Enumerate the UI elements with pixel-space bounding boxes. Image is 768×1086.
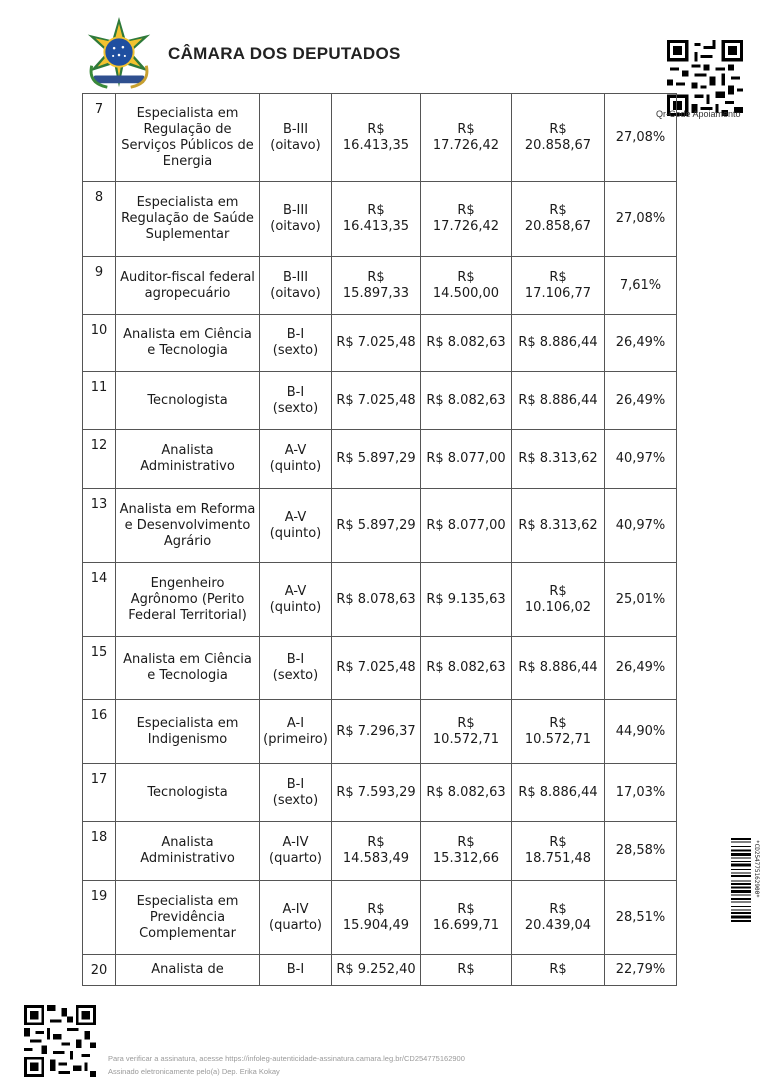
percentage: 7,61% <box>605 257 677 315</box>
value-2: R$ 16.699,71 <box>421 881 512 955</box>
row-number: 20 <box>83 955 116 986</box>
table-row <box>83 372 677 430</box>
value-2: R$ 10.572,71 <box>421 700 512 764</box>
job-title: Analista em Ciência e Tecnologia <box>116 315 260 372</box>
value-1: R$ 9.252,40 <box>332 955 421 986</box>
row-number: 14 <box>83 563 116 637</box>
row-number: 10 <box>83 315 116 372</box>
value-3: R$ <box>512 955 605 986</box>
value-2: R$ 9.135,63 <box>421 563 512 637</box>
level: A-IV (quarto) <box>260 881 332 955</box>
salary-table-body <box>83 94 677 986</box>
level: B-III (oitavo) <box>260 257 332 315</box>
table-row <box>83 489 677 563</box>
value-2: R$ 8.082,63 <box>421 372 512 430</box>
value-3: R$ 8.886,44 <box>512 372 605 430</box>
job-title: Especialista em Regulação de Serviços Públicos de Energia <box>116 94 260 182</box>
value-1: R$ 14.583,49 <box>332 822 421 881</box>
job-title: Analista em Reforma e Desenvolvimento Agrário <box>116 489 260 563</box>
value-3: R$ 20.858,67 <box>512 182 605 257</box>
row-number: 16 <box>83 700 116 764</box>
value-2: R$ 14.500,00 <box>421 257 512 315</box>
value-1: R$ 16.413,35 <box>332 94 421 182</box>
percentage: 26,49% <box>605 315 677 372</box>
value-2: R$ 8.082,63 <box>421 637 512 700</box>
job-title: Analista em Ciência e Tecnologia <box>116 637 260 700</box>
value-2: R$ 8.077,00 <box>421 489 512 563</box>
barcode-text: *CD254775162900* <box>753 840 760 898</box>
table-row <box>83 881 677 955</box>
level: B-I (sexto) <box>260 764 332 822</box>
percentage: 40,97% <box>605 430 677 489</box>
salary-table <box>82 93 677 986</box>
value-3: R$ 20.439,04 <box>512 881 605 955</box>
salary-table-wrapper <box>82 93 676 987</box>
percentage: 28,51% <box>605 881 677 955</box>
verification-text: Para verificar a assinatura, acesse https://infoleg-autenticidade-assinatura.camara.leg.br/CD254775162900 <box>108 1054 465 1063</box>
row-number: 15 <box>83 637 116 700</box>
row-number: 9 <box>83 257 116 315</box>
percentage: 26,49% <box>605 637 677 700</box>
percentage: 17,03% <box>605 764 677 822</box>
value-1: R$ 7.593,29 <box>332 764 421 822</box>
table-row <box>83 764 677 822</box>
level: A-V (quinto) <box>260 430 332 489</box>
value-1: R$ 7.025,48 <box>332 637 421 700</box>
value-3: R$ 10.106,02 <box>512 563 605 637</box>
job-title: Analista Administrativo <box>116 430 260 489</box>
value-1: R$ 5.897,29 <box>332 430 421 489</box>
row-number: 11 <box>83 372 116 430</box>
percentage: 27,08% <box>605 182 677 257</box>
level: B-I (sexto) <box>260 372 332 430</box>
table-row <box>83 955 677 986</box>
value-3: R$ 8.886,44 <box>512 764 605 822</box>
coat-of-arms-icon <box>80 15 158 93</box>
value-2: R$ 17.726,42 <box>421 182 512 257</box>
value-1: R$ 5.897,29 <box>332 489 421 563</box>
row-number: 13 <box>83 489 116 563</box>
qr-code-icon <box>667 40 743 116</box>
signature-text: Assinado eletronicamente pelo(a) Dep. Erika Kokay <box>108 1067 280 1076</box>
footer <box>108 1052 465 1078</box>
row-number: 19 <box>83 881 116 955</box>
percentage: 40,97% <box>605 489 677 563</box>
value-3: R$ 20.858,67 <box>512 94 605 182</box>
table-row <box>83 257 677 315</box>
level: B-I (sexto) <box>260 637 332 700</box>
qr-label: Qr-Code Apoiamento <box>656 109 741 119</box>
percentage: 25,01% <box>605 563 677 637</box>
value-1: R$ 7.025,48 <box>332 372 421 430</box>
row-number: 7 <box>83 94 116 182</box>
job-title: Especialista em Indigenismo <box>116 700 260 764</box>
job-title: Analista de <box>116 955 260 986</box>
value-3: R$ 8.886,44 <box>512 637 605 700</box>
qr-code-icon <box>24 1005 96 1077</box>
value-1: R$ 7.296,37 <box>332 700 421 764</box>
table-row <box>83 563 677 637</box>
value-2: R$ 15.312,66 <box>421 822 512 881</box>
job-title: Especialista em Regulação de Saúde Suplementar <box>116 182 260 257</box>
row-number: 12 <box>83 430 116 489</box>
level: A-V (quinto) <box>260 563 332 637</box>
percentage: 27,08% <box>605 94 677 182</box>
value-1: R$ 7.025,48 <box>332 315 421 372</box>
table-row <box>83 94 677 182</box>
row-number: 18 <box>83 822 116 881</box>
value-1: R$ 15.897,33 <box>332 257 421 315</box>
value-3: R$ 8.886,44 <box>512 315 605 372</box>
table-row <box>83 315 677 372</box>
level: B-III (oitavo) <box>260 94 332 182</box>
percentage: 22,79% <box>605 955 677 986</box>
table-row <box>83 637 677 700</box>
job-title: Engenheiro Agrônomo (Perito Federal Territorial) <box>116 563 260 637</box>
page-header <box>80 14 401 94</box>
value-2: R$ 8.082,63 <box>421 764 512 822</box>
value-2: R$ 8.082,63 <box>421 315 512 372</box>
row-number: 17 <box>83 764 116 822</box>
level: A-IV (quarto) <box>260 822 332 881</box>
job-title: Auditor-fiscal federal agropecuário <box>116 257 260 315</box>
level: B-III (oitavo) <box>260 182 332 257</box>
level: B-I (sexto) <box>260 315 332 372</box>
value-2: R$ 8.077,00 <box>421 430 512 489</box>
house-title: CÂMARA DOS DEPUTADOS <box>168 44 401 63</box>
value-3: R$ 18.751,48 <box>512 822 605 881</box>
percentage: 28,58% <box>605 822 677 881</box>
value-1: R$ 8.078,63 <box>332 563 421 637</box>
job-title: Tecnologista <box>116 764 260 822</box>
row-number: 8 <box>83 182 116 257</box>
level: A-I (primeiro) <box>260 700 332 764</box>
table-row <box>83 700 677 764</box>
table-row <box>83 822 677 881</box>
level: B-I <box>260 955 332 986</box>
percentage: 26,49% <box>605 372 677 430</box>
value-2: R$ <box>421 955 512 986</box>
job-title: Especialista em Previdência Complementar <box>116 881 260 955</box>
value-3: R$ 8.313,62 <box>512 489 605 563</box>
value-3: R$ 8.313,62 <box>512 430 605 489</box>
table-row <box>83 430 677 489</box>
value-3: R$ 17.106,77 <box>512 257 605 315</box>
value-3: R$ 10.572,71 <box>512 700 605 764</box>
value-2: R$ 17.726,42 <box>421 94 512 182</box>
value-1: R$ 16.413,35 <box>332 182 421 257</box>
barcode-icon <box>729 836 759 998</box>
job-title: Analista Administrativo <box>116 822 260 881</box>
job-title: Tecnologista <box>116 372 260 430</box>
level: A-V (quinto) <box>260 489 332 563</box>
value-1: R$ 15.904,49 <box>332 881 421 955</box>
percentage: 44,90% <box>605 700 677 764</box>
table-row <box>83 182 677 257</box>
